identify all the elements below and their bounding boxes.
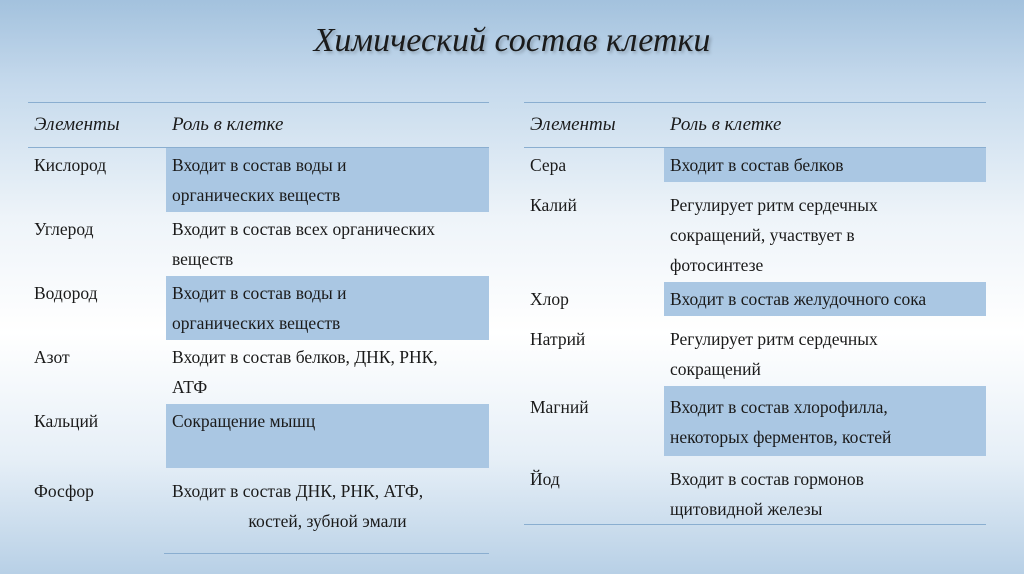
element-role [166, 148, 489, 213]
element-name: Йод [530, 469, 560, 489]
table-row [28, 340, 489, 404]
role-line: щитовидной железы [670, 499, 823, 519]
element-role [664, 456, 986, 526]
role-line: Регулирует ритм сердечных [670, 195, 878, 215]
role-line: некоторых ферментов, костей [670, 427, 892, 447]
role-line: Входит в состав хлорофилла, [670, 397, 888, 417]
role-line: Входит в состав воды и [172, 283, 347, 303]
element-role [166, 212, 489, 276]
role-line: сокращений, участвует в [670, 225, 855, 245]
element-name: Калий [530, 195, 577, 215]
element-name: Азот [34, 347, 70, 367]
table-row [28, 276, 489, 340]
element-name: Кислород [28, 148, 166, 213]
header-role: Роль в клетке [166, 103, 489, 148]
role-line: АТФ [172, 377, 208, 397]
slide-title: Химический состав клетки [313, 22, 711, 59]
role-line: Входит в состав желудочного сока [670, 289, 927, 309]
element-role [664, 182, 986, 282]
table-row [524, 456, 986, 526]
role-line: Входит в состав ДНК, РНК, АТФ, [172, 481, 424, 501]
element-name: Натрий [530, 329, 586, 349]
table-bottom-border [164, 553, 489, 554]
role-line: костей, зубной эмали [248, 511, 407, 531]
table-header-row [28, 103, 489, 148]
header-elements: Элементы [28, 103, 166, 148]
element-role [664, 148, 986, 183]
table-row [28, 404, 489, 468]
element-role [664, 316, 986, 386]
role-line: Входит в состав гормонов [670, 469, 864, 489]
table-row [524, 182, 986, 282]
element-name: Водород [28, 276, 166, 340]
element-role [166, 340, 489, 404]
element-role [664, 386, 986, 456]
table-header-row [524, 103, 986, 148]
table-row [28, 148, 489, 213]
table-row [28, 212, 489, 276]
role-line: Входит в состав белков [670, 155, 844, 175]
element-name: Хлор [524, 282, 664, 316]
header-role: Роль в клетке [664, 103, 986, 148]
element-role [166, 468, 489, 538]
role-line: Входит в состав всех органических [172, 219, 436, 239]
role-line: веществ [172, 249, 234, 269]
element-name: Углерод [34, 219, 94, 239]
table-row [28, 468, 489, 538]
table-bottom-border [524, 524, 986, 525]
element-name: Магний [524, 386, 664, 456]
table-row [524, 386, 986, 456]
role-line: Сокращение мышц [172, 411, 316, 431]
element-role [166, 276, 489, 340]
element-name: Кальций [28, 404, 166, 468]
element-name: Фосфор [34, 481, 94, 501]
role-line: органических веществ [172, 313, 341, 333]
element-role [166, 404, 489, 468]
role-line: органических веществ [172, 185, 341, 205]
role-line: Входит в состав воды и [172, 155, 347, 175]
role-line: Регулирует ритм сердечных [670, 329, 878, 349]
table-row [524, 282, 986, 316]
role-line: Входит в состав белков, ДНК, РНК, [172, 347, 438, 367]
role-line: сокращений [670, 359, 761, 379]
header-elements: Элементы [524, 103, 664, 148]
role-line [172, 436, 483, 466]
role-line: фотосинтезе [670, 255, 764, 275]
table-row [524, 148, 986, 183]
table-row [524, 316, 986, 386]
left-elements-table [28, 102, 489, 538]
element-name: Сера [524, 148, 664, 183]
element-role [664, 282, 986, 316]
right-elements-table [524, 102, 986, 526]
